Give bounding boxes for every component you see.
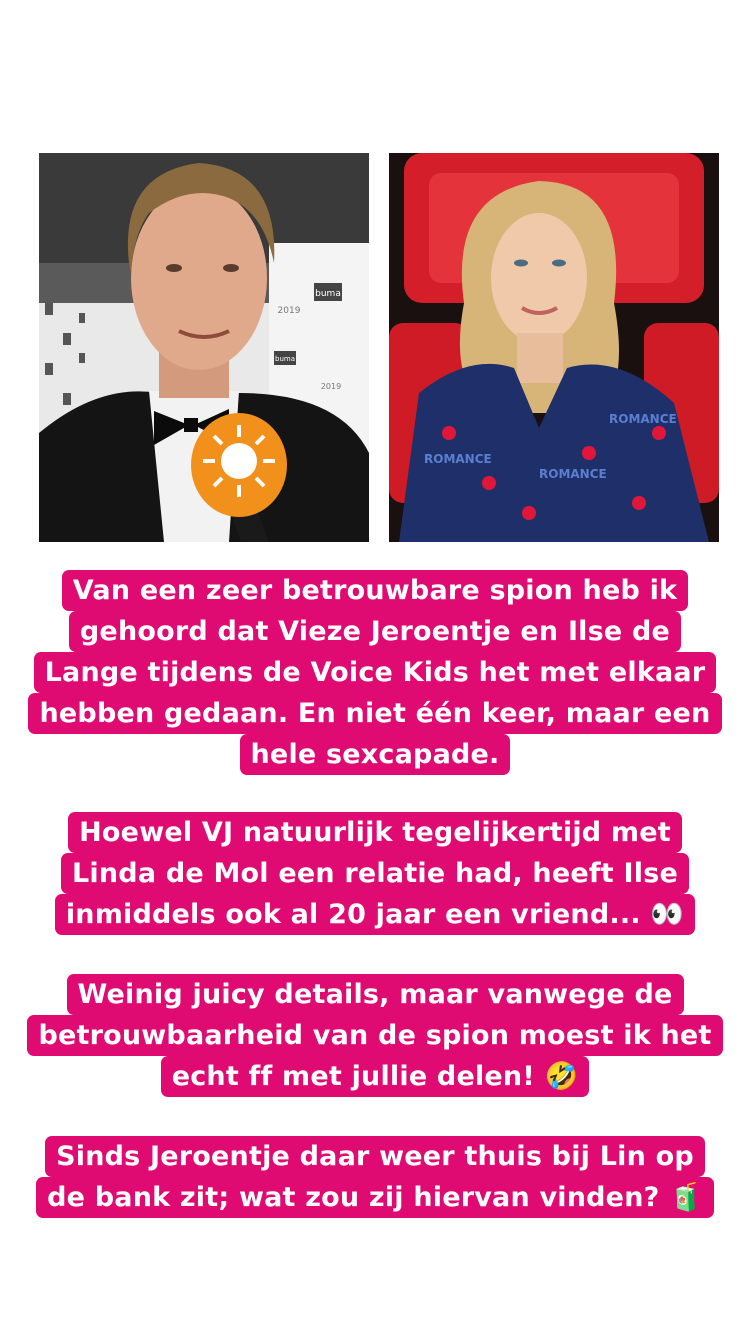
dress-print-text-2: ROMANCE bbox=[539, 467, 607, 481]
buma-logo-text-2: buma bbox=[275, 355, 295, 363]
caption-block-2 bbox=[0, 812, 750, 935]
caption-line: echt ff met jullie delen! 🤣 bbox=[161, 1056, 590, 1097]
buma-logo-text: buma bbox=[315, 289, 341, 299]
caption-line: betrouwbaarheid van de spion moest ik het bbox=[27, 1015, 722, 1056]
caption-line: Van een zeer betrouwbare spion heb ik bbox=[62, 570, 688, 611]
buma-logo-year: 2019 bbox=[277, 306, 301, 316]
caption-line: Lange tijdens de Voice Kids het met elkaar bbox=[34, 652, 717, 693]
caption-block-4 bbox=[0, 1136, 750, 1218]
caption-line: Linda de Mol een relatie had, heeft Ilse bbox=[61, 853, 689, 894]
photo-man-interview bbox=[39, 153, 369, 542]
caption-block-3 bbox=[0, 974, 750, 1097]
buma-logo-year-2: 2019 bbox=[320, 382, 342, 391]
dress-print-text-3: ROMANCE bbox=[609, 412, 677, 426]
caption-line: Hoewel VJ natuurlijk tegelijkertijd met bbox=[68, 812, 682, 853]
dress-print-text-1: ROMANCE bbox=[424, 452, 492, 466]
photo-woman-red-chair bbox=[389, 153, 719, 542]
caption-line: inmiddels ook al 20 jaar een vriend... 👀 bbox=[55, 894, 695, 935]
caption-line: de bank zit; wat zou zij hiervan vinden? 🧃 bbox=[36, 1177, 714, 1218]
caption-line: hebben gedaan. En niet één keer, maar een bbox=[28, 693, 721, 734]
caption-block-1 bbox=[0, 570, 750, 775]
caption-line: hele sexcapade. bbox=[240, 734, 511, 775]
caption-line: Sinds Jeroentje daar weer thuis bij Lin op bbox=[45, 1136, 705, 1177]
caption-line: Weinig juicy details, maar vanwege de bbox=[67, 974, 684, 1015]
caption-line: gehoord dat Vieze Jeroentje en Ilse de bbox=[69, 611, 681, 652]
